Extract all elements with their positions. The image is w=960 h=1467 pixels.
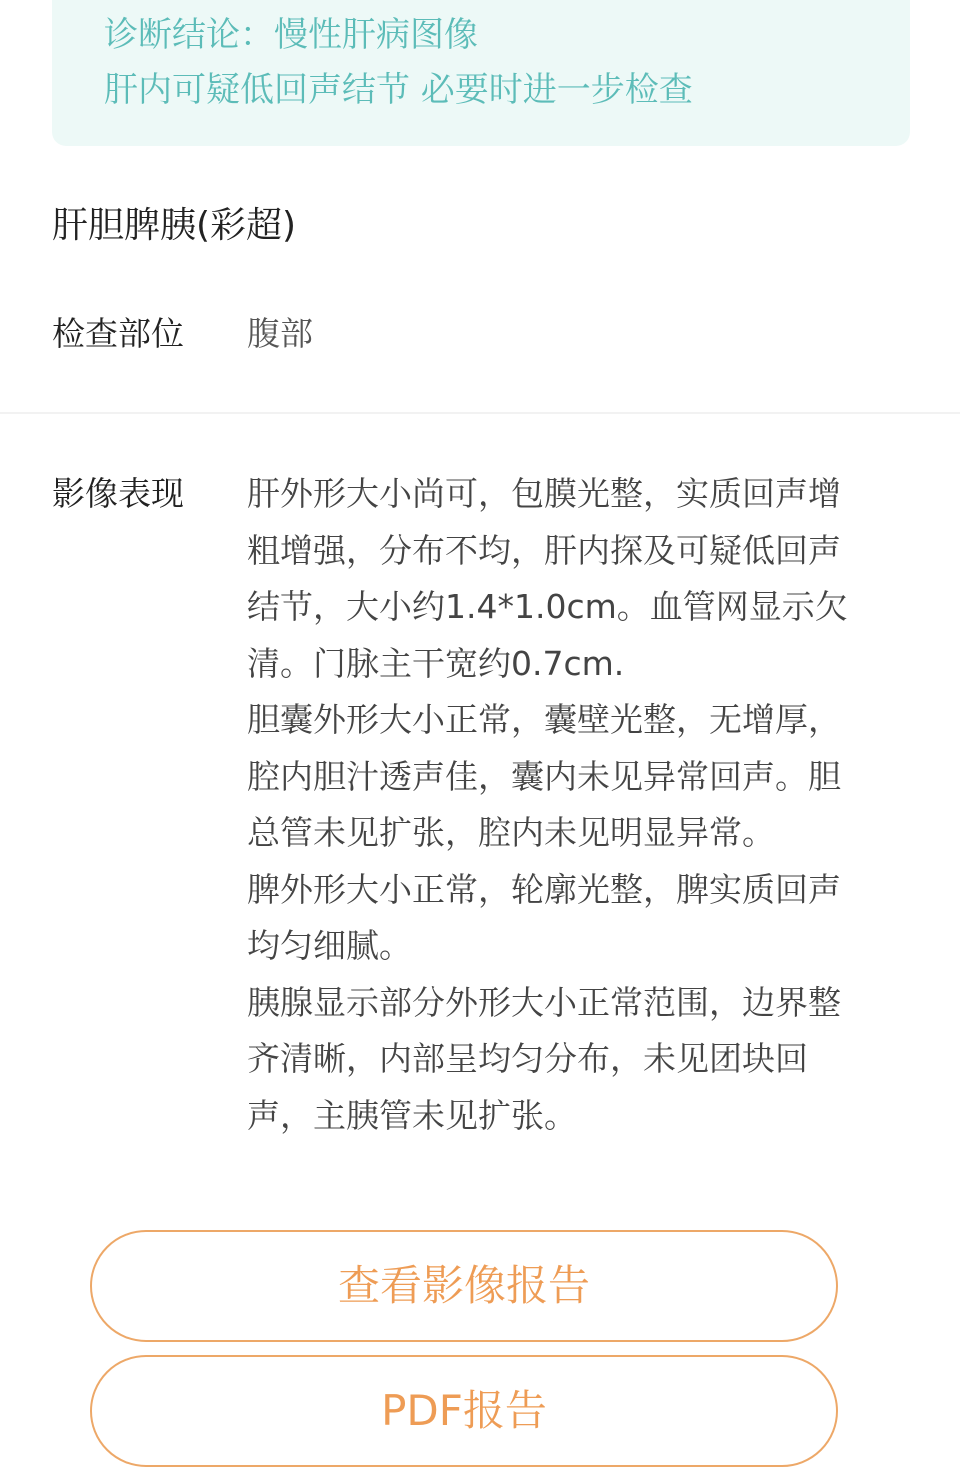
exam-site-label: 检查部位 <box>52 314 184 353</box>
findings-line: 腔内胆汁透声佳，囊内未见异常回声。胆 <box>247 756 841 796</box>
diagnosis-conclusion-card <box>52 0 910 146</box>
findings-line: 声，主胰管未见扩张。 <box>247 1095 577 1135</box>
findings-line: 齐清晰，内部呈均匀分布，未见团块回 <box>247 1039 808 1078</box>
view-image-report-button[interactable]: 查看影像报告 <box>90 1230 838 1342</box>
findings-line: 结节，大小约1.4*1.0cm。血管网显示欠 <box>247 587 848 626</box>
findings-line: 胆囊外形大小正常，囊壁光整，无增厚， <box>247 700 841 739</box>
findings-line: 总管未见扩张，腔内未见明显异常。 <box>247 813 775 852</box>
section-divider <box>0 412 960 414</box>
exam-site-value: 腹部 <box>247 314 313 353</box>
diagnosis-recommendation: 肝内可疑低回声结节 必要时进一步检查 <box>104 70 693 110</box>
imaging-findings-label: 影像表现 <box>52 474 184 513</box>
diagnosis-conclusion: 诊断结论：慢性肝病图像 <box>104 15 478 55</box>
findings-line: 胰腺显示部分外形大小正常范围，边界整 <box>247 982 841 1022</box>
findings-line: 清。门脉主干宽约0.7cm. <box>247 643 625 683</box>
findings-line: 粗增强，分布不均，肝内探及可疑低回声 <box>247 530 841 570</box>
findings-line: 肝外形大小尚可，包膜光整，实质回声增 <box>247 474 841 513</box>
imaging-findings-text <box>247 466 907 1144</box>
exam-title: 肝胆脾胰(彩超) <box>52 205 297 246</box>
pdf-report-button[interactable]: PDF报告 <box>90 1355 838 1467</box>
findings-line: 脾外形大小正常，轮廓光整，脾实质回声 <box>247 869 841 909</box>
findings-line: 均匀细腻。 <box>247 926 412 965</box>
